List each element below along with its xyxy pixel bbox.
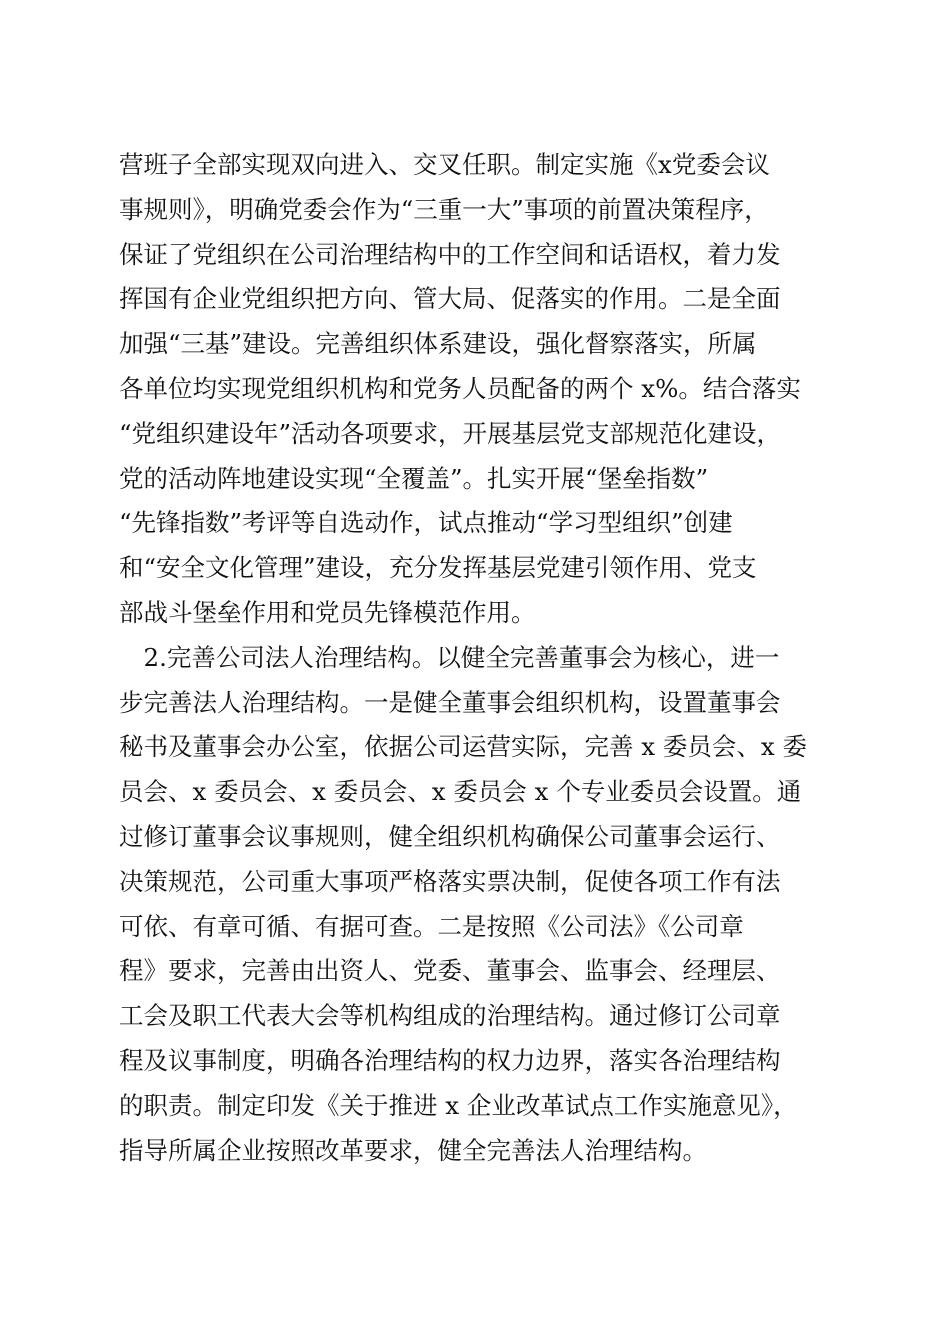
text-line: 保证了党组织在公司治理结构中的工作空间和话语权，着力发 (119, 239, 781, 269)
body-text (119, 143, 839, 1173)
text-line: 过修订董事会议事规则，健全组织机构确保公司董事会运行、 (119, 821, 781, 851)
text-line: 营班子全部实现双向进入、交叉任职。制定实施《x党委会议 (119, 150, 770, 179)
text-line: 挥国有企业党组织把方向、管大局、促落实的作用。二是全面 (119, 284, 781, 314)
text-line: 的职责。制定印发《关于推进 x 企业改革试点工作实施意见》， (119, 1090, 798, 1120)
text-line: 加强“三基”建设。完善组织体系建设，强化督察落实，所属 (119, 329, 757, 359)
text-line: “先锋指数”考评等自选动作，试点推动“学习型组织”创建 (119, 508, 733, 538)
text-line: 事规则》，明确党委会作为“三重一大”事项的前置决策程序， (119, 194, 769, 224)
text-line: 员会、x 委员会、x 委员会、x 委员会 x 个专业委员会设置。通 (119, 777, 802, 807)
text-line: 指导所属企业按照改革要求，健全完善法人治理结构。 (119, 1135, 707, 1165)
text-line: 秘书及董事会办公室，依据公司运营实际，完善 x 委员会、x 委 (119, 732, 807, 762)
text-line: “党组织建设年”活动各项要求，开展基层党支部规范化建设， (119, 418, 782, 448)
text-line: 步完善法人治理结构。一是健全董事会组织机构，设置董事会 (119, 687, 781, 717)
text-line: 各单位均实现党组织机构和党务人员配备的两个 x%。结合落实 (119, 373, 801, 403)
text-line: 可依、有章可循、有据可查。二是按照《公司法》《公司章 (119, 911, 744, 941)
text-line: 党的活动阵地建设实现“全覆盖”。扎实开展“堡垒指数” (119, 463, 709, 493)
text-line: 决策规范，公司重大事项严格落实票决制，促使各项工作有法 (119, 866, 781, 896)
text-line: 部战斗堡垒作用和党员先锋模范作用。 (119, 597, 536, 627)
text-line: 程》要求，完善由出资人、党委、董事会、监事会、经理层、 (119, 956, 781, 986)
text-line: 程及议事制度，明确各治理结构的权力边界，落实各治理结构 (119, 1045, 781, 1075)
text-line: 工会及职工代表大会等机构组成的治理结构。通过修订公司章 (119, 1001, 781, 1031)
text-line: 和“安全文化管理”建设，充分发挥基层党建引领作用、党支 (119, 553, 757, 583)
text-line: 2.完善公司法人治理结构。以健全完善董事会为核心，进一 (119, 642, 780, 672)
